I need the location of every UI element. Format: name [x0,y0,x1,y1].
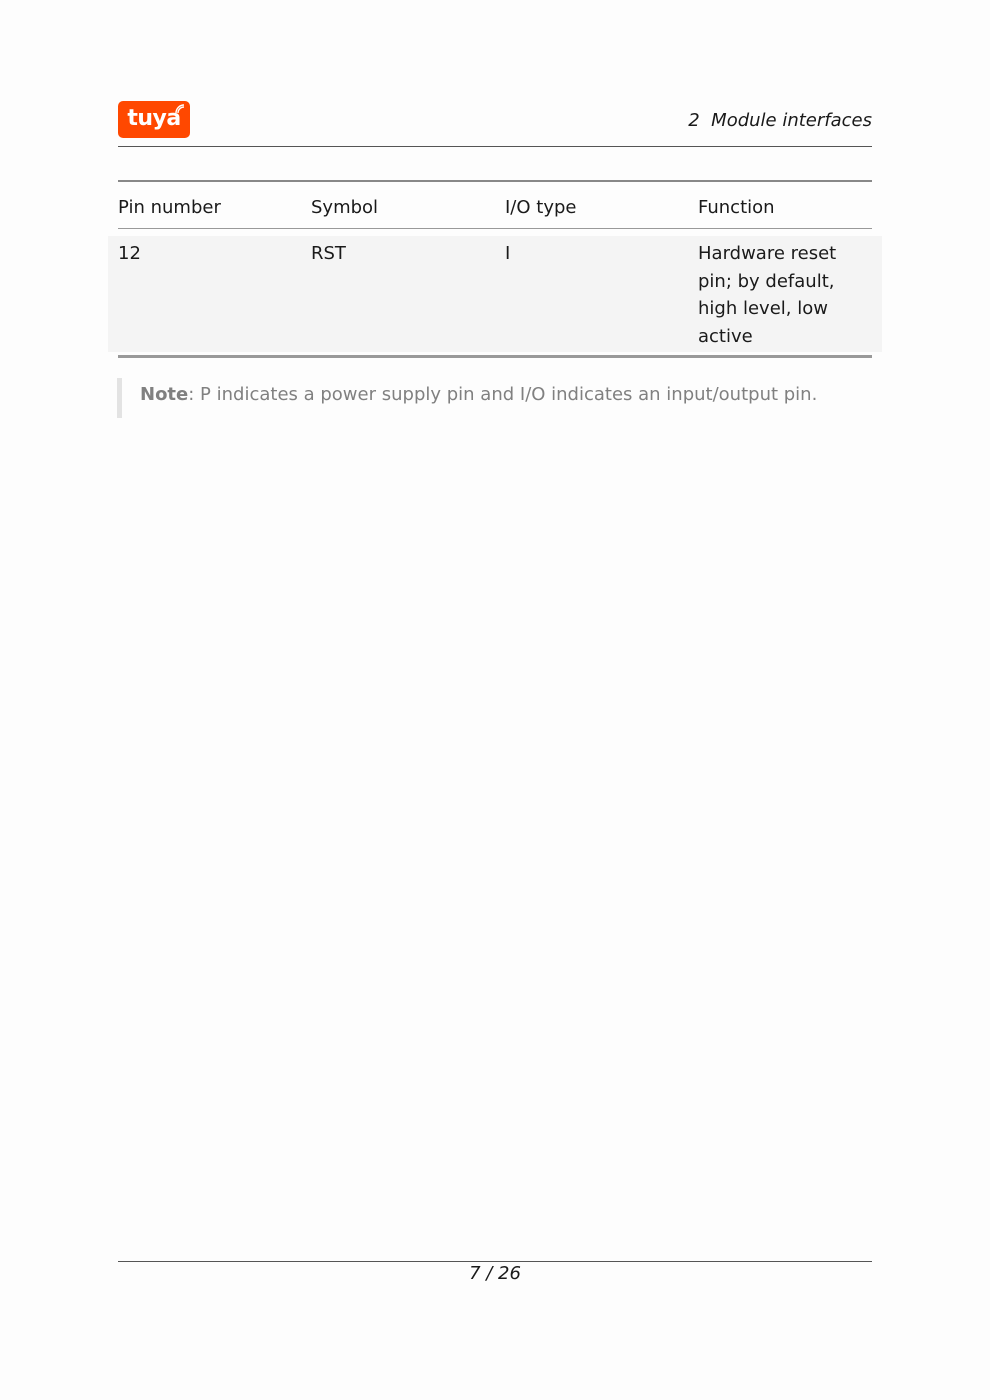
column-header-symbol: Symbol [311,197,379,218]
cell-function: Hardware reset pin; by default, high level, low active [698,243,837,347]
wifi-waves-icon [175,104,187,116]
note [140,384,817,405]
cell-io-type: I [505,243,511,264]
note-label: Note [140,384,189,405]
header-divider [118,146,872,147]
note-text: P indicates a power supply pin and I/O indicates an input/output pin. [200,384,818,405]
note-quote-bar [117,378,122,418]
table-bottom-rule [118,355,872,358]
table-header-rule [118,228,872,229]
column-header-io-type: I/O type [505,197,577,218]
table-top-rule [118,180,872,182]
note-separator: : [188,384,201,405]
column-header-pin-number: Pin number [118,197,221,218]
cell-pin-number: 12 [118,243,141,264]
cell-symbol: RST [311,243,346,264]
logo-text: tuya [127,106,181,131]
page-number: 7 / 26 [469,1263,521,1284]
footer-divider [118,1261,872,1262]
column-header-function: Function [698,197,775,218]
tuya-logo [118,101,190,138]
section-title: 2 Module interfaces [688,110,872,131]
